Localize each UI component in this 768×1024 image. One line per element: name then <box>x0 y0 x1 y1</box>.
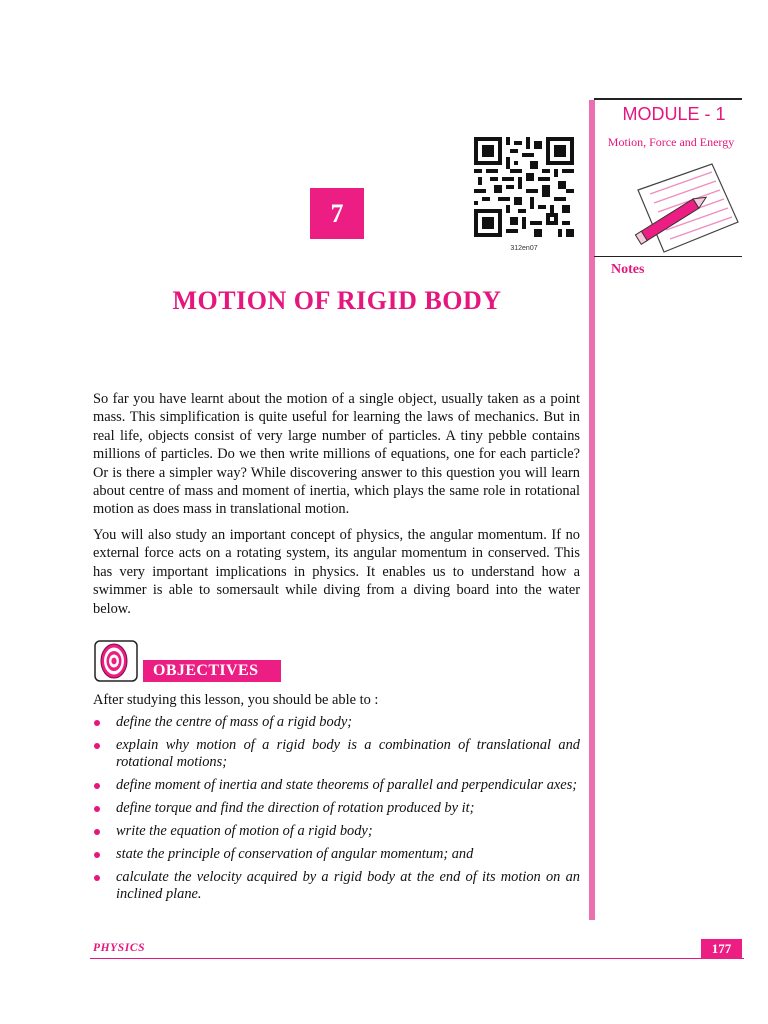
intro-paragraph-1: So far you have learnt about the motion of a single object, usually taken as a point mass. This simplification is quite useful for learning the laws of mechanics. But in real life, objects consist of very large number of particles. A tiny pebble contains millions of particles. Do we then write millions of equations, one for each particle? Or is there a simpler way? While discovering answer to this question you will learn about centre of mass and moment of inertia, which plays the same role in rotational motion as does mass in translational motion. <box>93 391 580 518</box>
notes-label: Notes <box>611 262 645 277</box>
chapter-title: MOTION OF RIGID BODY <box>172 286 502 315</box>
objective-item: calculate the velocity acquired by a rigid body at the end of its motion on an inclined plane. <box>93 869 580 903</box>
objective-item: state the principle of conservation of angular momentum; and <box>93 846 580 863</box>
footer-subject: PHYSICS <box>93 942 146 954</box>
objective-item: define moment of inertia and state theorems of parallel and perpendicular axes; <box>93 777 580 794</box>
objectives-intro: After studying this lesson, you should be able to : <box>93 692 379 708</box>
objective-item: define torque and find the direction of rotation produced by it; <box>93 800 580 817</box>
qr-caption: 312en07 <box>510 245 538 252</box>
chapter-number-badge <box>310 188 364 239</box>
objectives-heading: OBJECTIVES <box>143 660 281 682</box>
objective-item: write the equation of motion of a rigid body; <box>93 823 580 840</box>
target-icon <box>94 640 138 682</box>
qr-code-icon <box>474 137 574 237</box>
module-title: MODULE - 1 <box>622 104 726 124</box>
notes-paper-pencil-icon <box>620 160 740 256</box>
objectives-list <box>93 714 580 909</box>
page-number: 177 <box>701 939 742 959</box>
intro-paragraph-2: You will also study an important concept of physics, the angular momentum. If no external force acts on a rotating system, its angular momentum in conserved. This has very important implications in physics. It enables us to understand how a swimmer is able to somersault while diving from a diving board into the water below. <box>93 527 580 617</box>
margin-top-rule <box>594 98 742 100</box>
margin-rule <box>589 100 595 920</box>
footer-rule <box>90 958 744 959</box>
notes-rule <box>594 256 742 257</box>
chapter-number: 7 <box>330 198 344 228</box>
objective-item: define the centre of mass of a rigid body; <box>93 714 580 731</box>
objective-item: explain why motion of a rigid body is a combination of translational and rotational motions; <box>93 737 580 771</box>
module-subtitle: Motion, Force and Energy <box>607 135 735 149</box>
